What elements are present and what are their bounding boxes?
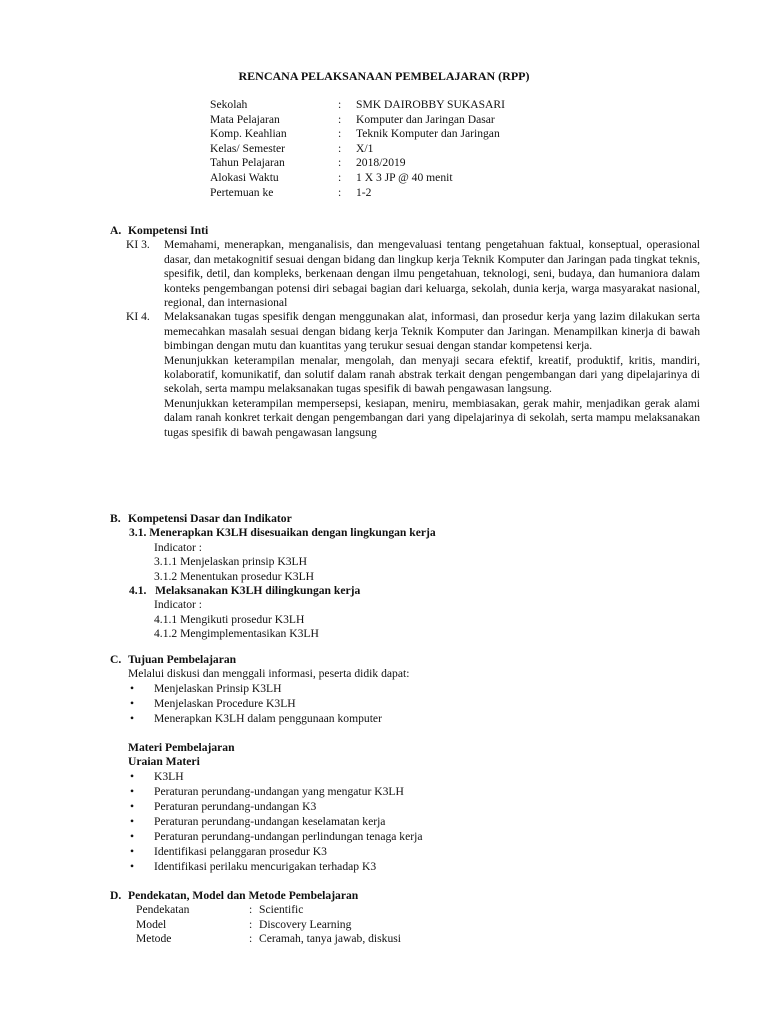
bullet-icon: • xyxy=(130,784,135,798)
section-kompetensi-dasar xyxy=(110,512,700,642)
bullet-icon: • xyxy=(130,799,135,813)
materi-list xyxy=(110,770,700,875)
list-item xyxy=(128,770,700,785)
kd-3-1-heading: 3.1. Menerapkan K3LH disesuaikan dengan lingkungan kerja xyxy=(129,526,436,540)
list-item xyxy=(128,712,700,727)
bullet-icon: • xyxy=(130,696,135,710)
identity-row-pertemuan xyxy=(210,186,505,201)
section-heading xyxy=(110,653,700,667)
identity-colon: : xyxy=(338,127,342,141)
identity-colon: : xyxy=(338,185,342,199)
list-item-text: Menjelaskan Procedure K3LH xyxy=(154,696,296,710)
list-item xyxy=(128,830,700,845)
ki3-text: Memahami, menerapkan, menganalisis, dan mengevaluasi tentang pengetahuan faktual, konseptual, operasional dasar, dan metakognitif sesuai dengan bidang dan lingkup kerja Teknik Komputer dan Jaringan pada tingkat teknis, spesifik, detil, dan kompleks, berkenaan dengan ilmu pengetahuan, teknologi, seni, budaya, dan humaniora dalam konteks pengembangan potensi diri sebagai bagian dari keluarga, sekolah, dunia kerja, warga masyarakat nasional, regional, dan internasional xyxy=(164,238,700,310)
identity-label: Sekolah xyxy=(210,98,248,111)
section-title: Kompetensi Inti xyxy=(128,224,209,237)
row-value: Ceramah, tanya jawab, diskusi xyxy=(259,932,401,946)
ki4-paragraph-3: Menunjukkan keterampilan mempersepsi, kesiapan, meniru, membiasakan, gerak mahir, menjadikan gerak alami dalam ranah konkret terkait dengan pengembangan dari yang dipelajarinya di sekolah, serta mampu melaksanakan tugas spesifik di bawah pengawasan langsung xyxy=(164,396,700,439)
list-item-text: Peraturan perundang-undangan K3 xyxy=(154,799,317,813)
kd-3-1-indicator-label: Indicator : xyxy=(154,540,202,554)
ki3-block xyxy=(110,238,700,310)
indicator-item: 4.1.2 Mengimplementasikan K3LH xyxy=(154,627,319,641)
row-label: Pendekatan xyxy=(136,903,190,917)
list-item xyxy=(128,800,700,815)
section-tujuan-pembelajaran xyxy=(110,653,700,875)
tujuan-list xyxy=(110,682,700,727)
list-item-text: Menjelaskan Prinsip K3LH xyxy=(154,681,282,695)
identity-label: Tahun Pelajaran xyxy=(210,156,285,170)
list-item-text: K3LH xyxy=(154,769,184,783)
identity-value: 2018/2019 xyxy=(356,156,406,170)
identity-label: Mata Pelajaran xyxy=(210,112,280,126)
bullet-icon: • xyxy=(130,829,135,843)
identity-colon: : xyxy=(338,156,342,170)
list-item-text: Peraturan perundang-undangan keselamatan kerja xyxy=(154,814,386,828)
identity-colon: : xyxy=(338,112,342,126)
identity-label: Komp. Keahlian xyxy=(210,127,287,141)
identity-table xyxy=(210,98,505,200)
bullet-icon: • xyxy=(130,844,135,858)
ki4-body xyxy=(164,310,700,440)
identity-row-alokasi-waktu xyxy=(210,171,505,186)
list-item xyxy=(128,697,700,712)
row-colon: : xyxy=(249,917,253,931)
identity-row-sekolah xyxy=(210,98,505,113)
section-heading xyxy=(110,512,700,526)
bullet-icon: • xyxy=(130,814,135,828)
identity-value: 1 X 3 JP @ 40 menit xyxy=(356,170,453,184)
row-colon: : xyxy=(249,903,253,917)
row-label: Model xyxy=(136,917,167,931)
list-item-text: Identifikasi pelanggaran prosedur K3 xyxy=(154,844,327,858)
bullet-icon: • xyxy=(130,681,135,695)
identity-value: Teknik Komputer dan Jaringan xyxy=(356,127,500,141)
identity-value: X/1 xyxy=(356,141,374,155)
section-title: Pendekatan, Model dan Metode Pembelajaran xyxy=(128,889,359,902)
section-heading xyxy=(110,224,700,238)
list-item xyxy=(128,845,700,860)
section-title: Kompetensi Dasar dan Indikator xyxy=(128,512,292,525)
identity-colon: : xyxy=(338,170,342,184)
identity-colon: : xyxy=(338,141,342,155)
identity-colon: : xyxy=(338,98,342,111)
bullet-icon: • xyxy=(130,711,135,725)
kd-4-1-heading: 4.1. Melaksanakan K3LH dilingkungan kerja xyxy=(129,584,361,598)
identity-value: SMK DAIROBBY SUKASARI xyxy=(356,98,506,111)
section-title: Tujuan Pembelajaran xyxy=(128,653,237,666)
section-heading xyxy=(110,889,700,903)
identity-label: Pertemuan ke xyxy=(210,185,274,199)
pendekatan-row xyxy=(110,903,700,917)
identity-row-tahun-pelajaran xyxy=(210,156,505,171)
row-value: Discovery Learning xyxy=(259,917,352,931)
indicator-item: 3.1.1 Menjelaskan prinsip K3LH xyxy=(154,555,307,569)
kd-4-1-indicator-label: Indicator : xyxy=(154,598,202,612)
list-item xyxy=(128,785,700,800)
tujuan-intro: Melalui diskusi dan menggali informasi, peserta didik dapat: xyxy=(128,667,410,681)
list-item-text: Peraturan perundang-undangan perlindungan tenaga kerja xyxy=(154,829,423,843)
document-title: RENCANA PELAKSANAAN PEMBELAJARAN (RPP) xyxy=(238,69,530,83)
indicator-item: 3.1.2 Menentukan prosedur K3LH xyxy=(154,569,315,583)
ki4-paragraph-2: Menunjukkan keterampilan menalar, mengolah, dan menyaji secara efektif, kreatif, produktif, kritis, mandiri, kolaboratif, komunikatif, dan solutif dalam ranah abstrak terkait dengan pengembangan dari yang dipelajarinya di sekolah, serta mampu melaksanakan tugas spesifik di bawah pengawasan langsung. xyxy=(164,353,700,396)
identity-row-mata-pelajaran xyxy=(210,113,505,128)
ki4-block xyxy=(110,310,700,440)
list-item-text: Menerapkan K3LH dalam penggunaan komputer xyxy=(154,711,382,725)
section-kompetensi-inti xyxy=(110,224,700,440)
ki4-paragraph-1: Melaksanakan tugas spesifik dengan menggunakan alat, informasi, dan prosedur kerja yang lazim dilakukan serta memecahkan masalah sesuai dengan bidang kerja Teknik Komputer dan Jaringan. Menampilkan kinerja di bawah bimbingan dengan mutu dan kuantitas yang terukur sesuai dengan standar kompetensi kerja. xyxy=(164,310,700,353)
materi-heading: Materi Pembelajaran xyxy=(128,740,235,754)
list-item xyxy=(128,860,700,875)
list-item-text: Identifikasi perilaku mencurigakan terhadap K3 xyxy=(154,859,377,873)
section-letter: C. xyxy=(110,653,122,666)
section-letter: B. xyxy=(110,512,121,525)
section-pendekatan xyxy=(110,889,700,947)
identity-row-kelas-semester xyxy=(210,142,505,157)
identity-row-komp-keahlian xyxy=(210,127,505,142)
identity-label: Alokasi Waktu xyxy=(210,170,279,184)
ki3-label: KI 3. xyxy=(126,238,150,252)
spacer xyxy=(110,727,700,741)
model-row xyxy=(110,918,700,932)
metode-row xyxy=(110,932,700,946)
bullet-icon: • xyxy=(130,859,135,873)
list-item xyxy=(128,682,700,697)
identity-value: Komputer dan Jaringan Dasar xyxy=(356,112,495,126)
list-item-text: Peraturan perundang-undangan yang mengatur K3LH xyxy=(154,784,404,798)
section-letter: D. xyxy=(110,889,122,902)
ki4-label: KI 4. xyxy=(126,310,150,324)
identity-value: 1-2 xyxy=(356,185,372,199)
uraian-materi-heading: Uraian Materi xyxy=(128,755,200,769)
bullet-icon: • xyxy=(130,769,135,783)
row-colon: : xyxy=(249,932,253,946)
row-value: Scientific xyxy=(259,903,304,917)
indicator-item: 4.1.1 Mengikuti prosedur K3LH xyxy=(154,612,305,626)
section-letter: A. xyxy=(110,224,122,237)
identity-label: Kelas/ Semester xyxy=(210,141,286,155)
row-label: Metode xyxy=(136,932,172,946)
list-item xyxy=(128,815,700,830)
